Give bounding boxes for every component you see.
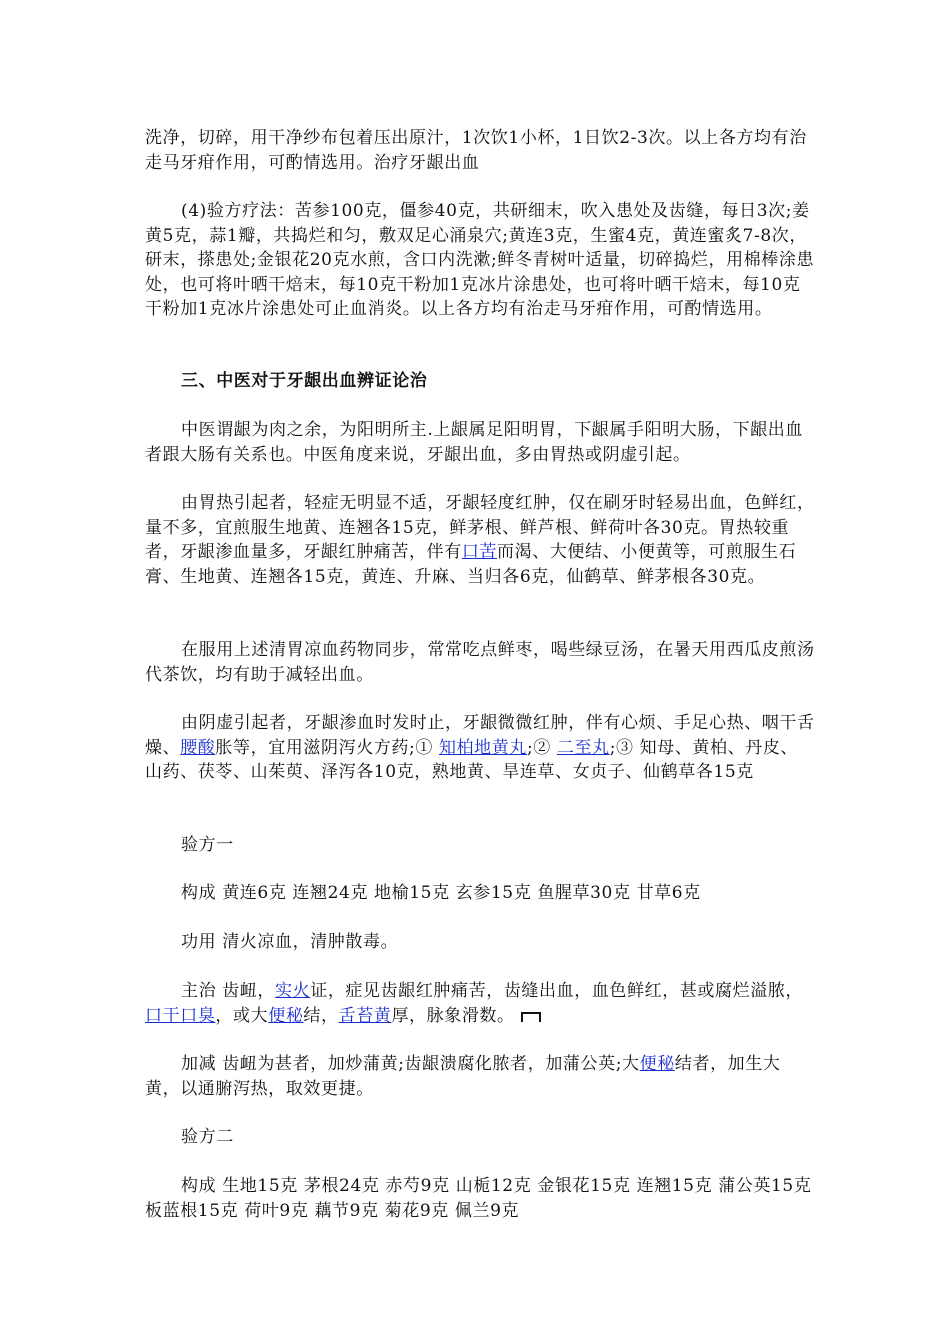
paragraph-1: 洗净，切碎，用干净纱布包着压出原汁，1次饮1小杯，1日饮2-3次。以上各方均有治走马牙疳作用，可酌情选用。治疗牙龈出血: [145, 128, 807, 173]
text-segment: 胀等，宜用滋阴泻火方药;①: [215, 737, 439, 758]
formula-1-composition: 构成 黄连6克 连翘24克 地榆15克 玄参15克 鱼腥草30克 甘草6克: [181, 883, 701, 903]
formula-1-function: 功用 清火凉血，清肿散毒。: [181, 932, 399, 952]
text-segment: 厚，脉象滑数。: [391, 1005, 515, 1026]
text-segment: 而渴、大便结、小便黄等，可煎服生石膏、生地黄、连翘各15克，黄连、升麻、当归各6克，仙鹤草、鲜茅根各30克。: [145, 542, 797, 587]
formula-1-indication: [145, 979, 815, 1028]
paragraph-diet-advice: 在服用上述清胃凉血药物同步，常常吃点鲜枣，喝些绿豆汤，在暑天用西瓜皮煎汤代茶饮，均有助于减轻出血。: [145, 640, 815, 685]
link-zhibai-dihuang-wan[interactable]: 知柏地黄丸: [438, 737, 527, 758]
link-erzhi-wan[interactable]: 二至丸: [556, 737, 610, 758]
link-bitter-mouth[interactable]: 口苦: [461, 542, 498, 562]
link-dry-mouth-bad-breath[interactable]: 口干口臭: [145, 1005, 216, 1026]
text-segment: ;③ 知母、黄柏、丹皮、山药、茯苓、山茱萸、泽泻各10克，熟地黄、旱连草、女贞子、仙鹤草各15克: [145, 737, 799, 782]
formula-2-title: 验方二: [181, 1127, 234, 1147]
text-segment: ，或大: [215, 1005, 269, 1026]
text-segment: 由胃热引起者，轻症无明显不适，牙龈轻度红肿，仅在刷牙时轻易出血，色鲜红，量不多，宜煎服生地黄、连翘各15克，鲜茅根、鲜芦根、鲜荷叶各30克。胃热较重者，牙龈渗血量多，牙龈红肿痛苦，伴有: [145, 493, 815, 562]
text-segment: 结者，加生大黄，以通腑泻热，取效更捷。: [145, 1054, 781, 1099]
link-constipation[interactable]: 便秘: [268, 1005, 304, 1026]
text-segment: 证，症见齿龈红肿痛苦，齿缝出血，血色鲜红，甚或腐烂溢脓，: [310, 981, 804, 1001]
link-constipation-2[interactable]: 便秘: [639, 1054, 675, 1074]
section-heading: 三、中医对于牙龈出血辨证论治: [181, 371, 428, 391]
formula-1-modification: [145, 1052, 815, 1101]
paragraph-remedy-4: (4)验方疗法：苦参100克，僵参40克，共研细末，吹入患处及齿缝，每日3次;姜黄5克，蒜1瓣，共捣烂和匀，敷双足心涌泉穴;黄连3克，生蜜4克，黄连蜜炙7-8次，研末，搽患处;金银花20克水煎，含口内洗漱;鲜冬青树叶适量，切碎捣烂，用棉棒涂患处，也可将叶晒干焙末，每10克干粉加1克冰片涂患处，也可将叶晒干焙末，每10克干粉加1克冰片涂患处可止血消炎。以上各方均有治走马牙疳作用，可酌情选用。: [145, 201, 815, 319]
text-segment: 结，: [303, 1005, 339, 1026]
link-sore-waist[interactable]: 腰酸: [180, 737, 216, 758]
formula-1-title: 验方一: [181, 835, 234, 855]
paragraph-tcm-intro: 中医谓龈为肉之余，为阳明所主.上龈属足阳明胃，下龈属手阳明大肠，下龈出血者跟大肠有关系也。中医角度来说，牙龈出血，多由胃热或阴虚引起。: [145, 420, 804, 465]
paragraph-yin-deficiency: [145, 711, 815, 785]
text-segment: 加减 齿衄为甚者，加炒蒲黄;齿龈溃腐化脓者，加蒲公英;大: [181, 1054, 640, 1074]
formula-2-composition: 构成 生地15克 茅根24克 赤芍9克 山栀12克 金银花15克 连翘15克 蒲公英15克 板蓝根15克 荷叶9克 藕节9克 菊花9克 佩兰9克: [145, 1176, 812, 1221]
link-yellow-tongue-coating[interactable]: 舌苔黄: [338, 1005, 392, 1026]
bracket-mark-icon: [521, 1012, 541, 1022]
text-segment: 主治 齿衄，: [181, 981, 276, 1001]
text-segment: ;②: [526, 737, 557, 758]
paragraph-stomach-heat: [145, 491, 815, 589]
text-segment: 由阴虚引起者，牙龈渗血时发时止，牙龈微微红肿，伴有心烦、手足心热、咽干舌燥、: [145, 713, 815, 758]
link-excess-fire[interactable]: 实火: [275, 981, 311, 1001]
